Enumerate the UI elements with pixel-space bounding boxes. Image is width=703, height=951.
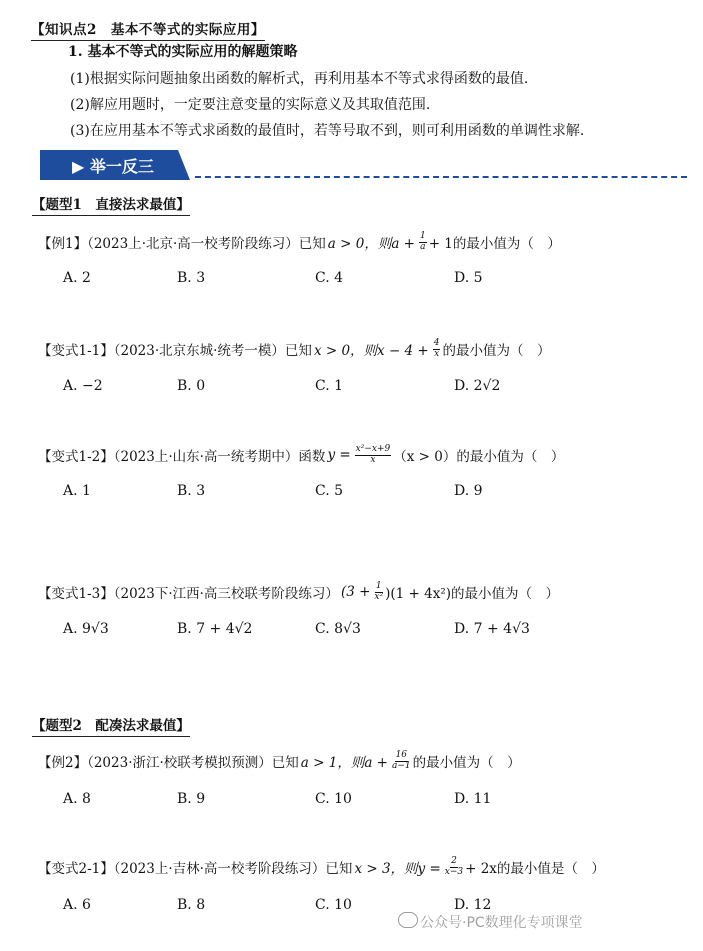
knowledge-point-title: 【知识点2 基本不等式的实际应用】 xyxy=(31,18,265,38)
option-c[interactable]: C. 8√3 xyxy=(315,621,361,637)
option-c[interactable]: C. 10 xyxy=(315,897,352,913)
option-b[interactable]: B. 0 xyxy=(177,378,206,394)
option-d[interactable]: D. 5 xyxy=(454,270,483,286)
option-d[interactable]: D. 12 xyxy=(454,897,492,913)
fraction: $\frac{2}{x-3}$ xyxy=(444,856,464,877)
option-c[interactable]: C. 1 xyxy=(315,378,344,394)
option-a[interactable]: A. 9√3 xyxy=(63,621,109,637)
option-b[interactable]: B. 9 xyxy=(177,791,206,807)
fraction: $\frac{1}{\text{x²}}$ xyxy=(374,581,384,602)
strategy-item-3: (3)在应用基本不等式求函数的最值时，若等号取不到，则可利用函数的单调性求解. xyxy=(70,123,585,139)
strategy-item-2: (2)解应用题时，一定要注意变量的实际意义及其取值范围. xyxy=(70,97,431,113)
question-variant-1-3: 【变式1-3】（2023下·江西·高三校联考阶段练习） (3 + $\frac{1}{\text{x²}}$ )(1 + 4x²)的最小值为（ ） xyxy=(38,581,559,602)
topic-title-1: 【题型1 直接法求最值】 xyxy=(32,193,190,213)
option-a[interactable]: A. −2 xyxy=(63,378,103,394)
question-example-2: 【例2】（2023·浙江·校联考模拟预测）已知 a > 1，则a + $\frac{16}{a-1}$ 的最小值为（ ） xyxy=(38,750,521,771)
option-a[interactable]: A. 6 xyxy=(63,897,91,913)
option-b[interactable]: B. 8 xyxy=(177,897,206,913)
option-c[interactable]: C. 5 xyxy=(315,483,344,499)
option-b[interactable]: B. 7 + 4√2 xyxy=(177,621,253,637)
option-d[interactable]: D. 9 xyxy=(454,483,483,499)
fraction: $\frac{4}{x}$ xyxy=(433,338,440,359)
question-variant-1-2: 【变式1-2】（2023上·山东·高一统考期中）函数 y = $\frac{\text{x²−x+9}}{x}$ （x > 0）的最小值为（ ） xyxy=(38,444,565,465)
option-d[interactable]: D. 11 xyxy=(454,791,492,807)
question-example-1: 【例1】（2023上·北京·高一校考阶段练习）已知 a > 0，则a + $\frac{1}{a}$ + 1的最小值为（ ） xyxy=(38,231,561,252)
fraction: $\frac{\text{x²−x+9}}{x}$ xyxy=(355,444,391,465)
watermark: 公众号·PC数理化专项课堂 xyxy=(420,915,583,931)
option-a[interactable]: A. 2 xyxy=(63,270,91,286)
wechat-icon xyxy=(398,912,418,928)
option-c[interactable]: C. 10 xyxy=(315,791,352,807)
option-c[interactable]: C. 4 xyxy=(315,270,344,286)
banner-label: ▶ 举一反三 xyxy=(72,157,154,176)
strategy-item-1: (1)根据实际问题抽象出函数的解析式，再利用基本不等式求得函数的最值. xyxy=(70,71,529,87)
question-variant-1-1: 【变式1-1】（2023·北京东城·统考一模）已知 x > 0，则x − 4 + $\frac{4}{x}$ 的最小值为（ ） xyxy=(38,338,551,359)
strategy-heading: 1. 基本不等式的实际应用的解题策略 xyxy=(68,44,298,60)
option-d[interactable]: D. 7 + 4√3 xyxy=(454,621,530,637)
banner-dashed-line xyxy=(195,176,687,178)
fraction: $\frac{16}{a-1}$ xyxy=(391,750,411,771)
option-b[interactable]: B. 3 xyxy=(177,483,206,499)
topic-title-2: 【题型2 配凑法求最值】 xyxy=(32,714,190,734)
option-a[interactable]: A. 1 xyxy=(63,483,91,499)
option-b[interactable]: B. 3 xyxy=(177,270,206,286)
option-a[interactable]: A. 8 xyxy=(63,791,91,807)
fraction: $\frac{1}{a}$ xyxy=(419,231,426,252)
option-d[interactable]: D. 2√2 xyxy=(454,378,501,394)
question-variant-2-1: 【变式2-1】（2023上·吉林·高一校考阶段练习）已知 x > 3，则y = $\frac{2}{x-3}$ + 2x的最小值是（ ） xyxy=(38,856,605,877)
